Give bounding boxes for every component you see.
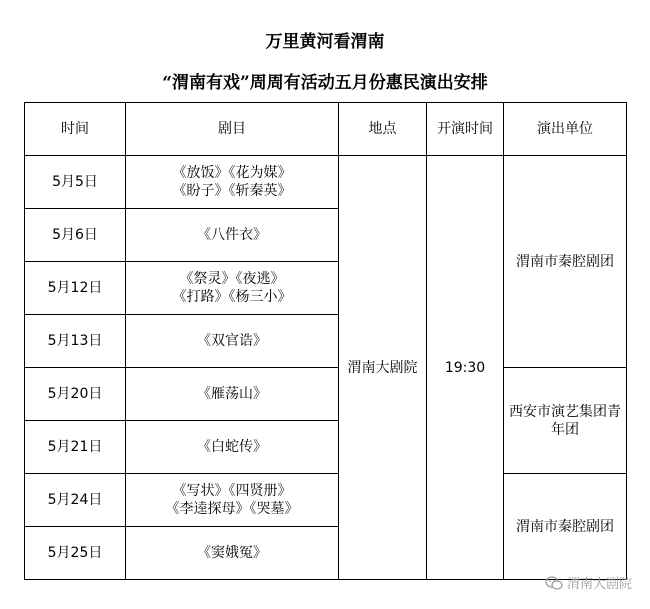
play-cell bbox=[126, 527, 339, 580]
play-cell bbox=[126, 474, 339, 527]
header-time: 时间 bbox=[25, 103, 126, 156]
play-line: 《写状》《四贤册》 bbox=[172, 483, 292, 499]
date-cell: 5月21日 bbox=[25, 421, 126, 474]
date-cell: 5月24日 bbox=[25, 474, 126, 527]
play-line: 《窦娥冤》 bbox=[197, 545, 267, 561]
performer-cell: 渭南市秦腔剧团 bbox=[504, 474, 627, 580]
date-cell: 5月25日 bbox=[25, 527, 126, 580]
play-line: 《盼子》《斩秦英》 bbox=[172, 183, 292, 199]
page-title: 万里黄河看渭南 bbox=[265, 32, 385, 52]
date-cell: 5月5日 bbox=[25, 156, 126, 209]
play-cell bbox=[126, 421, 339, 474]
play-cell bbox=[126, 262, 339, 315]
start-time-cell: 19:30 bbox=[427, 156, 504, 580]
play-cell bbox=[126, 315, 339, 368]
play-line: 《雁荡山》 bbox=[197, 386, 267, 402]
play-line: 《白蛇传》 bbox=[197, 439, 267, 455]
play-cell bbox=[126, 368, 339, 421]
table-row bbox=[25, 474, 627, 527]
play-cell bbox=[126, 209, 339, 262]
table-row bbox=[25, 156, 627, 209]
table-row bbox=[25, 368, 627, 421]
play-line: 《祭灵》《夜逃》 bbox=[179, 271, 285, 287]
play-line: 《八件衣》 bbox=[197, 227, 267, 243]
play-line: 《双官诰》 bbox=[197, 333, 267, 349]
play-line: 《李逵探母》《哭墓》 bbox=[165, 501, 299, 517]
play-line: 《打路》《杨三小》 bbox=[172, 289, 292, 305]
performer-cell bbox=[504, 368, 627, 474]
table-header-row bbox=[25, 103, 627, 156]
date-cell: 5月20日 bbox=[25, 368, 126, 421]
date-cell: 5月6日 bbox=[25, 209, 126, 262]
wechat-icon bbox=[545, 576, 563, 590]
header-play: 剧目 bbox=[126, 103, 339, 156]
watermark-text: 渭南大剧院 bbox=[566, 577, 632, 592]
date-cell: 5月12日 bbox=[25, 262, 126, 315]
header-venue: 地点 bbox=[339, 103, 427, 156]
header-start-time: 开演时间 bbox=[427, 103, 504, 156]
date-cell: 5月13日 bbox=[25, 315, 126, 368]
schedule-table bbox=[24, 102, 627, 580]
play-line: 《放饭》《花为媒》 bbox=[172, 165, 292, 181]
page-subtitle: “渭南有戏”周周有活动五月份惠民演出安排 bbox=[162, 73, 488, 93]
performer-text: 西安市演艺集团青年团 bbox=[509, 403, 621, 438]
play-cell bbox=[126, 156, 339, 209]
header-performer: 演出单位 bbox=[504, 103, 627, 156]
performer-cell: 渭南市秦腔剧团 bbox=[504, 156, 627, 368]
venue-cell: 渭南大剧院 bbox=[339, 156, 427, 580]
watermark bbox=[545, 573, 632, 592]
